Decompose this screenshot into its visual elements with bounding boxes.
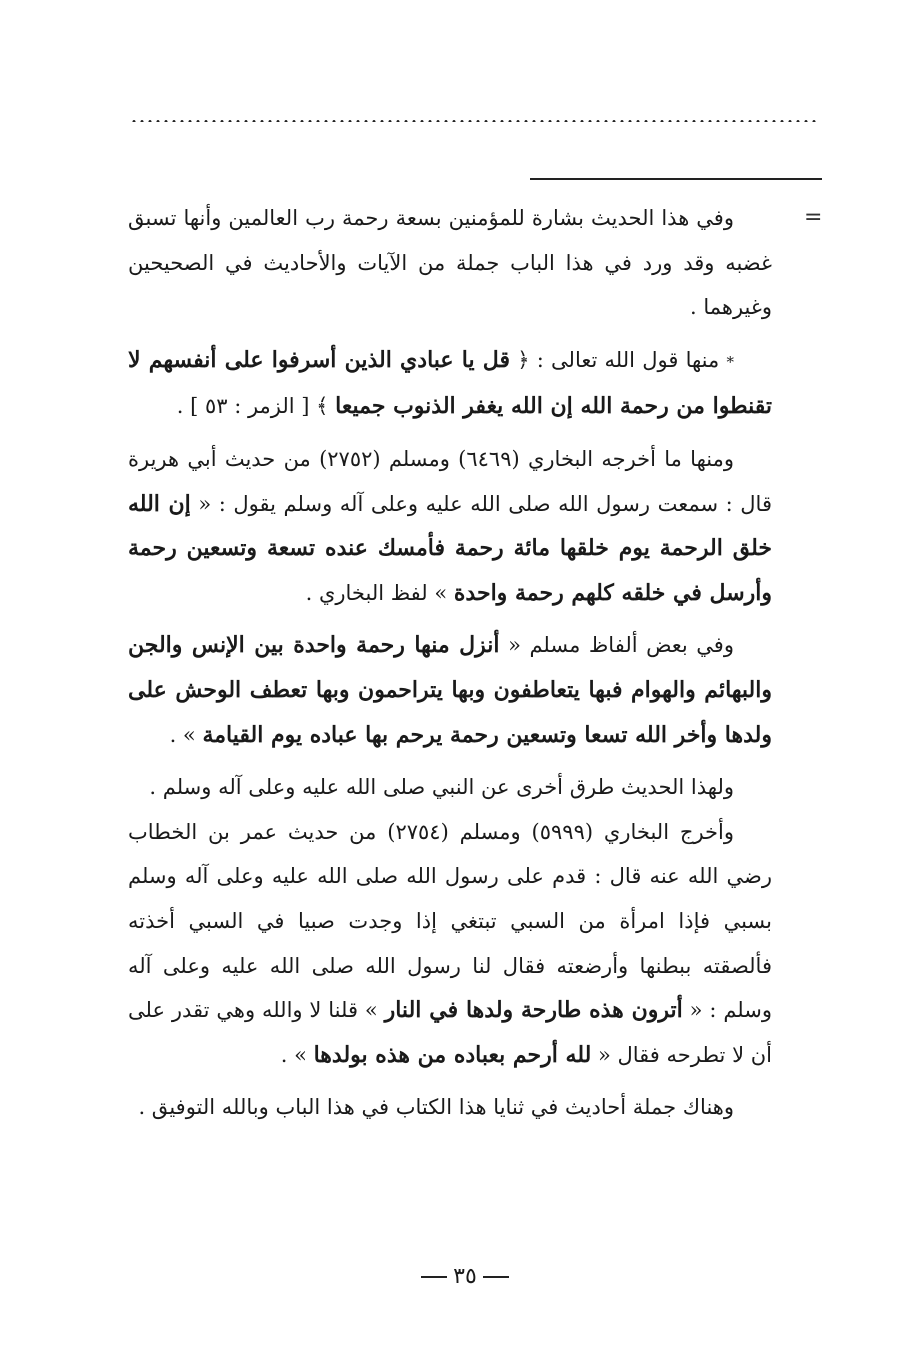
muslim-hadith-text: أنزل منها رحمة واحدة بين الإنس والجن والبهائم والهوام فبها يتعاطفون وبها يتراحمون وبها تعطف الوحش على ولدها وأخر الله تسعا وتسعين رحمة يرحم بها عباده يوم القيامة bbox=[128, 632, 772, 748]
page-number: ٣٥ bbox=[453, 1264, 477, 1289]
muslim-intro: وفي بعض ألفاظ مسلم « bbox=[499, 633, 734, 658]
umar-quote-2: لله أرحم بعباده من هذه بولدها bbox=[313, 1041, 592, 1068]
umar-narration: وأخرج البخاري (٥٩٩٩) ومسلم (٢٧٥٤) من حديث عمر بن الخطاب رضي الله عنه قال : قدم على رسول الله صلى الله عليه وعلى آله وسلم بسبي فإذا امرأة من السبي تبتغي إذا وجدت صبيا في السبي أخذته فألصقته ببطنها وأرضعته فقال لنا رسول الله صلى الله عليه وعلى آله وسلم : « bbox=[128, 819, 772, 1023]
verse-intro: منها قول الله تعالى : ﴿ bbox=[509, 347, 727, 372]
verse-text: قل يا عبادي الذين أسرفوا على أنفسهم لا تقنطوا من رحمة الله إن الله يغفر الذنوب جميعا bbox=[128, 346, 772, 420]
verse-reference: ﴾ [ الزمر : ٥٣ ] . bbox=[176, 394, 336, 419]
paragraph-intro-text: وفي هذا الحديث بشارة للمؤمنين بسعة رحمة رب العالمين وأنها تسبق غضبه وقد ورد في هذا الباب جملة من الآيات والأحاديث في الصحيحين وغيرهما . bbox=[128, 206, 772, 320]
star-marker: * bbox=[726, 352, 734, 371]
footnote-continuation-marker: = bbox=[804, 205, 823, 230]
page-number-footer bbox=[400, 1262, 530, 1292]
other-routes-text: ولهذا الحديث طرق أخرى عن النبي صلى الله عليه وعلى آله وسلم . bbox=[149, 775, 734, 800]
paragraph-umar-hadith bbox=[128, 810, 772, 1078]
paragraph-conclusion bbox=[128, 1085, 772, 1130]
umar-quote-1: أترون هذه طارحة ولدها في النار bbox=[384, 997, 683, 1024]
hadith-text: إن الله خلق الرحمة يوم خلقها مائة رحمة فأمسك عنده تسعة وتسعين رحمة وأرسل في خلقه كلهم رحمة واحدة bbox=[128, 490, 772, 606]
umar-closing: » . bbox=[280, 1042, 314, 1067]
paragraph-quran-verse bbox=[128, 338, 772, 429]
umar-middle: » قلنا لا والله وهي تقدر على أن لا تطرحه فقال « bbox=[128, 998, 772, 1067]
footnote-body bbox=[128, 196, 772, 1130]
paragraph-intro bbox=[128, 196, 772, 330]
paragraph-hadith-bukhari bbox=[128, 437, 772, 615]
page-number-dash-right bbox=[483, 1276, 509, 1278]
hadith-intro: ومنها ما أخرجه البخاري (٦٤٦٩) ومسلم (٢٧٥٢) من حديث أبي هريرة قال : سمعت رسول الله صلى الله عليه وعلى آله وسلم يقول : « bbox=[128, 446, 772, 516]
dotted-separator bbox=[130, 112, 820, 122]
page-number-dash-left bbox=[421, 1276, 447, 1278]
muslim-closing: » . bbox=[169, 722, 203, 747]
conclusion-text: وهناك جملة أحاديث في ثنايا هذا الكتاب في هذا الباب وبالله التوفيق . bbox=[138, 1095, 734, 1120]
hadith-attribution: » لفظ البخاري . bbox=[305, 580, 454, 605]
paragraph-other-routes bbox=[128, 765, 772, 810]
footnote-rule bbox=[530, 178, 822, 180]
paragraph-muslim-wording bbox=[128, 623, 772, 757]
